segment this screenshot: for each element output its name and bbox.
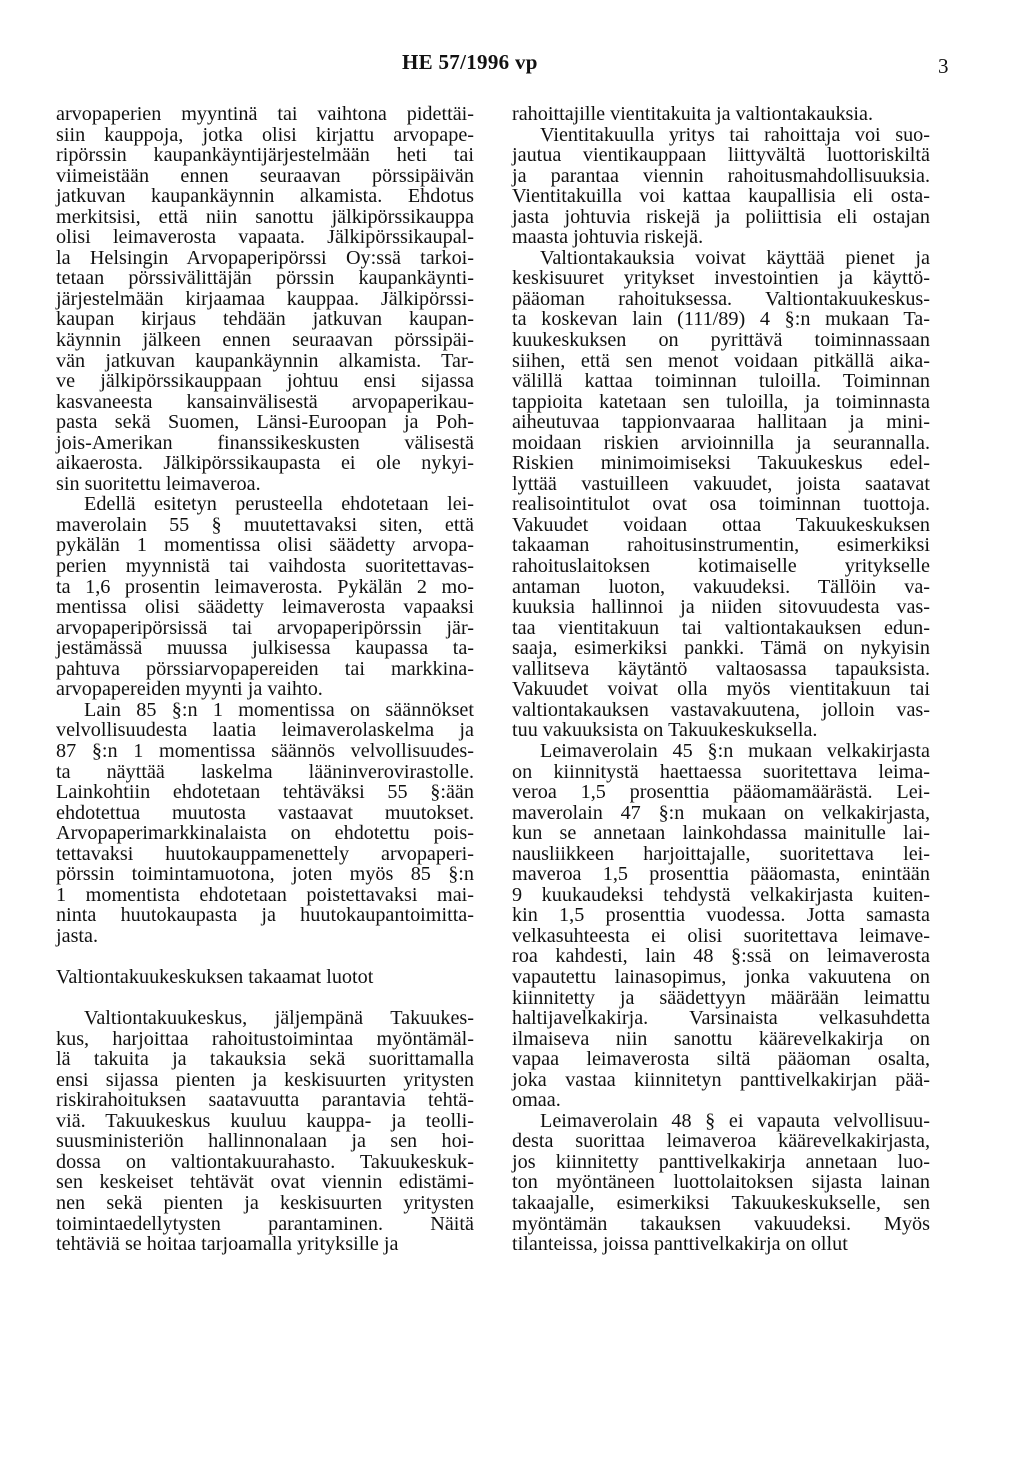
- text-line: ta koskevan lain (111/89) 4 §:n mukaan Ta-: [512, 308, 930, 331]
- text-line: kuuksia hallinnoi ja niiden sitovuudesta vas-: [512, 596, 930, 619]
- text-line: lyttää vastuilleen vakuudet, joista saatavat: [512, 472, 930, 495]
- text-line: Valtiontakuukeskus, jäljempänä Takuukes-: [84, 1007, 474, 1030]
- paragraph: [56, 1008, 474, 1255]
- text-line: takaaman rahoitusinstrumentin, esimerkiksi: [512, 534, 930, 557]
- text-line: sin suoritettu leimaveroa.: [56, 472, 261, 495]
- text-line: jautua vientikauppaan liittyvältä luottoriskiltä: [512, 144, 930, 167]
- text-line: desta suorittaa leimaveroa käärevelkakirjasta,: [512, 1130, 930, 1153]
- paragraph: [512, 248, 930, 741]
- text-line: keskisuuret yritykset investointien ja käyttö-: [512, 267, 930, 290]
- text-line: ton myöntäneen luottolaitoksen sijasta lainan: [512, 1171, 930, 1194]
- text-line: Lain 85 §:n 1 momentissa on säännökset: [84, 698, 474, 721]
- text-line: valtiontakauksen vastavakuutena, jolloin vas-: [512, 698, 930, 721]
- text-line: vallitseva käytäntö valtaosassa tapauksista.: [512, 657, 930, 680]
- left-column: [56, 104, 474, 1255]
- text-line: siin kauppoja, jotka olisi kirjattu arvopape-: [56, 123, 474, 146]
- text-line: maveroa 1,5 prosenttia pääomasta, enintään: [512, 863, 930, 886]
- text-line: pykälän 1 momentissa olisi säädetty arvopa-: [56, 534, 474, 557]
- text-line: maverolain 55 § muutettavaksi siten, että: [56, 513, 474, 536]
- text-line: ta näyttää laskelma lääninverovirastolle.: [56, 760, 474, 783]
- text-line: Arvopaperimarkkinalaista on ehdotettu pois-: [56, 822, 474, 845]
- text-line: pasta sekä Suomen, Länsi-Euroopan ja Poh-: [56, 411, 474, 434]
- paragraph: [56, 494, 474, 699]
- text-line: Vientitakuulla yritys tai rahoittaja voi suo-: [540, 123, 930, 146]
- paragraph: [512, 104, 930, 125]
- page-number: 3: [938, 54, 949, 78]
- text-line: maasta johtuvia riskejä.: [512, 226, 704, 249]
- text-line: ve jälkipörssikauppaan johtuu ensi sijassa: [56, 370, 474, 393]
- text-line: dossa on valtiontakuurahasto. Takuukeskuk-: [56, 1150, 474, 1173]
- text-line: moidaan riskien arvioinnilla ja seurannalla.: [512, 431, 930, 454]
- text-line: kasvaneesta kansainvälisestä arvopaperikau-: [56, 390, 474, 413]
- page-header: [0, 50, 1024, 80]
- text-line: on kiinnitystä haettaessa suoritettava leima-: [512, 760, 930, 783]
- text-line: kun se annetaan lainkohdassa mainitulle lai-: [512, 822, 930, 845]
- text-line: maverolain 47 §:n mukaan on velkakirjasta,: [512, 801, 930, 824]
- text-line: Vakuudet voivat olla myös vientitakuun tai: [512, 678, 930, 701]
- text-line: myöntämän takauksen vakuudeksi. Myös: [512, 1212, 930, 1235]
- text-line: kuukeskuksen on pyrittävä toiminnassaan: [512, 329, 930, 352]
- text-line: jois-Amerikan finanssikeskusten välisestä: [56, 431, 474, 454]
- text-line: tuu vakuuksista on Takuukeskuksella.: [512, 719, 818, 742]
- text-line: arvopaperien myyntinä tai vaihtona pidettäi-: [56, 103, 474, 125]
- spacer: [56, 946, 474, 967]
- spacer: [56, 988, 474, 1009]
- text-line: taa vientitakuun tai valtiontakauksen edun-: [512, 616, 930, 639]
- text-line: jatkuvan kaupankäynnin alkamista. Ehdotus: [56, 185, 474, 208]
- text-line: aikaerosta. Jälkipörssikaupasta ei ole nykyi-: [56, 452, 474, 475]
- text-line: merkitsisi, että niin sanottu jälkipörssikauppa: [56, 205, 474, 228]
- text-line: pääoman rahoituksessa. Valtiontakuukeskus-: [512, 287, 930, 310]
- text-line: sen keskeiset tehtävät ovat viennin edistämi-: [56, 1171, 474, 1194]
- text-line: Vakuudet voidaan ottaa Takuukeskuksen: [512, 513, 930, 536]
- text-line: rahoituslaitoksen kotimaiselle yritykselle: [512, 555, 930, 578]
- text-line: ja parantaa viennin rahoitusmahdollisuuksia.: [512, 164, 930, 187]
- text-line: arvopaperipörsissä tai arvopaperipörssin jär-: [56, 616, 474, 639]
- text-line: antaman luoton, vakuudeksi. Tällöin va-: [512, 575, 930, 598]
- text-line: Edellä esitetyn perusteella ehdotetaan lei-: [84, 493, 474, 516]
- text-line: suusministeriön hallinnonalaan ja sen hoi-: [56, 1130, 474, 1153]
- text-line: roa kahdesti, lain 48 §:ssä on leimaverosta: [512, 945, 930, 968]
- text-line: kin 1,5 prosenttia vuodessa. Jotta samasta: [512, 904, 930, 927]
- text-line: nausliikkeen harjoittajalle, suoritettava lei-: [512, 842, 930, 865]
- text-line: velkasuhteesta ei olisi suoritettava leimave-: [512, 924, 930, 947]
- text-line: ehdotettua muutosta vastaavat muutokset.: [56, 801, 474, 824]
- text-line: kus, harjoittaa rahoitustoimintaa myöntämäl-: [56, 1027, 474, 1050]
- text-line: ilmaiseva niin sanottu käärevelkakirja on: [512, 1027, 930, 1050]
- text-line: vapautettu lainasopimus, jonka vakuutena on: [512, 965, 930, 988]
- text-line: ensi sijassa pienten ja keskisuurten yritysten: [56, 1068, 474, 1091]
- text-line: ta 1,6 prosentin leimaverosta. Pykälän 2 mo-: [56, 575, 474, 598]
- text-line: vapaa leimaverosta siltä pääoman osalta,: [512, 1048, 930, 1071]
- text-line: jos kiinnitetty panttivelkakirja annetaan luo-: [512, 1150, 930, 1173]
- text-line: jasta johtuvia riskejä ja poliittisia eli ostajan: [512, 205, 930, 228]
- text-line: Riskien minimoimiseksi Takuukeskus edel-: [512, 452, 930, 475]
- text-line: perien myynnistä tai vaihdosta suoritettavas-: [56, 555, 474, 578]
- text-line: siihen, että sen menot voidaan pitkällä aika-: [512, 349, 930, 372]
- text-line: lä takuita ja takauksia sekä suorittamalla: [56, 1048, 474, 1071]
- text-line: viä. Takuukeskus kuuluu kauppa- ja teolli-: [56, 1109, 474, 1132]
- text-line: Lainkohtiin ehdotetaan tehtäväksi 55 §:ään: [56, 781, 474, 804]
- paragraph: [56, 104, 474, 494]
- paragraph: [512, 741, 930, 1111]
- text-line: jasta.: [56, 924, 99, 947]
- section-heading: Valtiontakuukeskuksen takaamat luotot: [56, 965, 374, 988]
- text-line: takaajalle, esimerkiksi Takuukeskukselle, sen: [512, 1191, 930, 1214]
- text-line: 87 §:n 1 momentissa säännös velvollisuudes-: [56, 739, 474, 762]
- text-line: tettavaksi huutokauppamenettely arvopaperi-: [56, 842, 474, 865]
- text-line: omaa.: [512, 1089, 561, 1112]
- text-line: 9 kuukaudeksi tehdystä velkakirjasta kuiten-: [512, 883, 930, 906]
- text-line: nen sekä pienten ja keskisuurten yritysten: [56, 1191, 474, 1214]
- text-line: pörssin toimintamuotona, joten myös 85 §:n: [56, 863, 474, 886]
- text-line: järjestelmään kirjaamaa kauppaa. Jälkipörssi-: [56, 287, 474, 310]
- text-line: toimintaedellytysten parantaminen. Näitä: [56, 1212, 474, 1235]
- text-line: Leimaverolain 48 § ei vapauta velvollisuu-: [540, 1109, 930, 1132]
- text-line: aiheutuvaa tappionvaaraa hallitaan ja mini-: [512, 411, 930, 434]
- text-line: tappioita katetaan sen tuloilla, ja toiminnasta: [512, 390, 930, 413]
- text-line: pahtuva pörssiarvopapereiden tai markkina-: [56, 657, 474, 680]
- text-line: kiinnitetty ja säädettyyn määrään leimattu: [512, 986, 930, 1009]
- text-line: viimeistään ennen seuraavan pörssipäivän: [56, 164, 474, 187]
- text-line: käynnin jälkeen ennen seuraavan pörssipäi-: [56, 329, 474, 352]
- text-line: Valtiontakauksia voivat käyttää pienet ja: [540, 246, 930, 269]
- text-line: välillä kattaa toiminnan tuloilla. Toiminnan: [512, 370, 930, 393]
- text-line: joka vastaa kiinnitetyn panttivelkakirjan pää-: [512, 1068, 930, 1091]
- text-line: tilanteissa, joissa panttivelkakirja on ollut: [512, 1233, 848, 1256]
- text-line: jestämässä muussa julkisessa kaupassa ta-: [56, 637, 474, 660]
- text-line: Vientitakuilla voi kattaa kaupallisia eli osta-: [512, 185, 930, 208]
- text-line: tetaan pörssivälittäjän pörssin kaupankäynti-: [56, 267, 474, 290]
- text-line: Leimaverolain 45 §:n mukaan velkakirjasta: [540, 739, 930, 762]
- text-line: kaupan kirjaus tehdään jatkuvan kaupan-: [56, 308, 474, 331]
- text-line: realisointitulot ovat osa toiminnan tuottoja.: [512, 493, 930, 516]
- text-line: arvopapereiden myynti ja vaihto.: [56, 678, 323, 701]
- text-line: tehtäviä se hoitaa tarjoamalla yrityksille ja: [56, 1233, 399, 1256]
- right-column: [512, 104, 930, 1255]
- text-line: mentissa olisi säädetty leimaverosta vapaaksi: [56, 596, 474, 619]
- document-id: HE 57/1996 vp: [402, 50, 538, 74]
- paragraph: [512, 1111, 930, 1255]
- text-line: haltijavelkakirja. Varsinaista velkasuhdetta: [512, 1007, 930, 1030]
- text-line: olisi leimaverosta vapaata. Jälkipörssikaupal-: [56, 226, 474, 249]
- text-line: ninta huutokaupasta ja huutokaupantoimitta-: [56, 904, 474, 927]
- text-line: rahoittajille vientitakuita ja valtiontakauksia.: [512, 103, 874, 125]
- text-line: veroa 1,5 prosenttia pääomamäärästä. Lei-: [512, 781, 930, 804]
- paragraph: [512, 125, 930, 248]
- text-line: velvollisuudesta laatia leimaverolaskelma ja: [56, 719, 474, 742]
- text-line: saaja, esimerkiksi pankki. Tämä on nykyisin: [512, 637, 930, 660]
- paragraph: [56, 700, 474, 947]
- text-line: riskirahoituksen saatavuutta parantavia tehtä-: [56, 1089, 474, 1112]
- text-line: ripörssin kaupankäyntijärjestelmään heti tai: [56, 144, 474, 167]
- text-line: vän jatkuvan kaupankäynnin alkamista. Tar-: [56, 349, 474, 372]
- text-line: la Helsingin Arvopaperipörssi Oy:ssä tarkoi-: [56, 246, 474, 269]
- text-line: 1 momentista ehdotetaan poistettavaksi mai-: [56, 883, 474, 906]
